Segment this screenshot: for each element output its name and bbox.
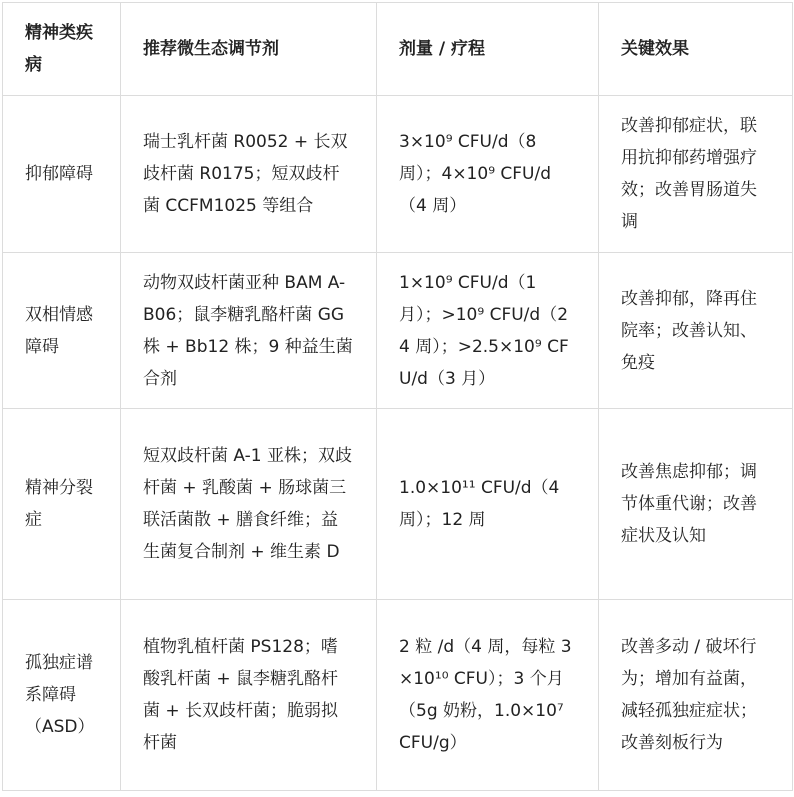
cell-dose: 1×10⁹ CFU/d（1 月）；>10⁹ CFU/d（24 周）；>2.5×10⁹ CFU/d（3 月） bbox=[377, 253, 599, 409]
cell-regulator: 植物乳植杆菌 PS128；嗜酸乳杆菌 + 鼠李糖乳酪杆菌 + 长双歧杆菌；脆弱拟杆菌 bbox=[121, 600, 377, 791]
cell-disease: 抑郁障碍 bbox=[3, 96, 121, 253]
cell-effect: 改善多动 / 破坏行为；增加有益菌，减轻孤独症症状；改善刻板行为 bbox=[599, 600, 793, 791]
cell-disease: 双相情感障碍 bbox=[3, 253, 121, 409]
table-row bbox=[3, 96, 793, 253]
header-disease: 精神类疾病 bbox=[3, 3, 121, 96]
cell-disease: 精神分裂症 bbox=[3, 409, 121, 600]
cell-regulator: 瑞士乳杆菌 R0052 + 长双歧杆菌 R0175；短双歧杆菌 CCFM1025 等组合 bbox=[121, 96, 377, 253]
cell-regulator: 短双歧杆菌 A-1 亚株；双歧杆菌 + 乳酸菌 + 肠球菌三联活菌散 + 膳食纤维；益生菌复合制剂 + 维生素 D bbox=[121, 409, 377, 600]
table-row bbox=[3, 409, 793, 600]
header-effect: 关键效果 bbox=[599, 3, 793, 96]
cell-effect: 改善抑郁，降再住院率；改善认知、免疫 bbox=[599, 253, 793, 409]
cell-regulator: 动物双歧杆菌亚种 BAM A-B06；鼠李糖乳酪杆菌 GG 株 + Bb12 株；9 种益生菌合剂 bbox=[121, 253, 377, 409]
header-regulator: 推荐微生态调节剂 bbox=[121, 3, 377, 96]
table-row bbox=[3, 600, 793, 791]
cell-disease: 孤独症谱系障碍（ASD） bbox=[3, 600, 121, 791]
table-row bbox=[3, 253, 793, 409]
cell-dose: 2 粒 /d（4 周，每粒 3×10¹⁰ CFU）；3 个月（5g 奶粉，1.0×10⁷ CFU/g） bbox=[377, 600, 599, 791]
header-dose: 剂量 / 疗程 bbox=[377, 3, 599, 96]
probiotics-table bbox=[2, 2, 793, 791]
cell-dose: 1.0×10¹¹ CFU/d（4 周）；12 周 bbox=[377, 409, 599, 600]
cell-effect: 改善抑郁症状，联用抗抑郁药增强疗效；改善胃肠道失调 bbox=[599, 96, 793, 253]
cell-effect: 改善焦虑抑郁；调节体重代谢；改善症状及认知 bbox=[599, 409, 793, 600]
cell-dose: 3×10⁹ CFU/d（8 周）；4×10⁹ CFU/d（4 周） bbox=[377, 96, 599, 253]
table-header-row bbox=[3, 3, 793, 96]
